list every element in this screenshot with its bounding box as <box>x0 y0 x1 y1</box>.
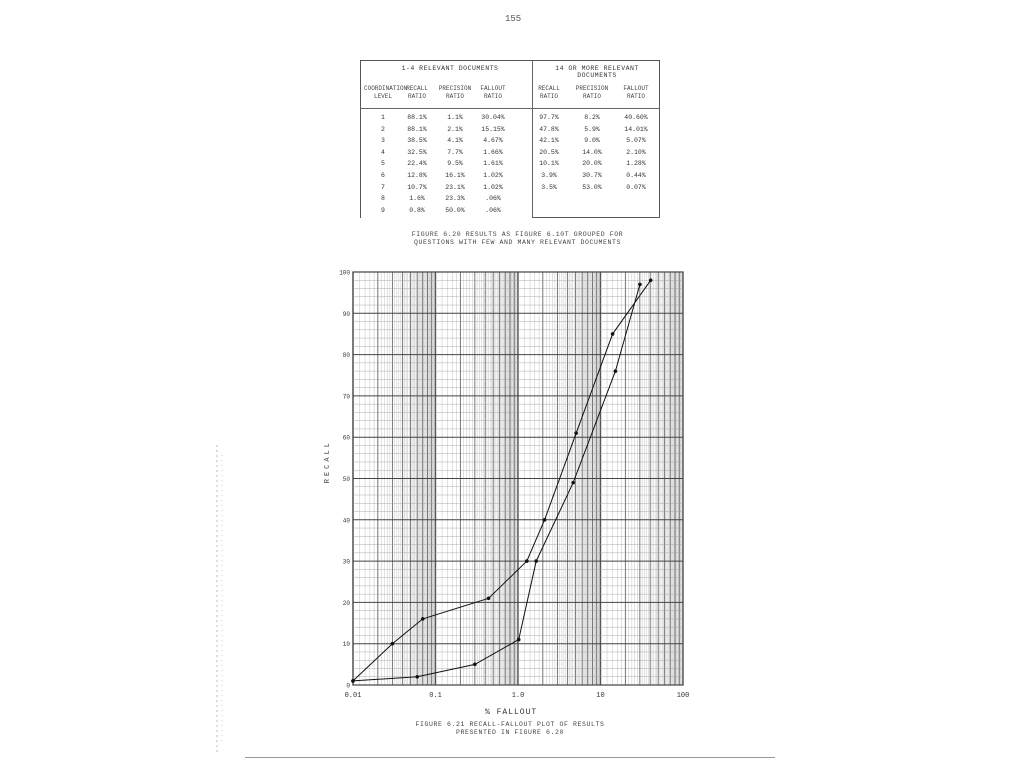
table-row <box>360 137 660 149</box>
table-cell: 0.44% <box>626 172 646 179</box>
scan-margin-noise <box>214 445 228 755</box>
table-cell: 0.07% <box>626 183 646 191</box>
table-cell: 1.61% <box>483 160 503 168</box>
table-cell: 4 <box>381 148 385 156</box>
table-cell: 22.4% <box>407 160 427 168</box>
table-cell: .06% <box>485 206 501 214</box>
table-cell: 6 <box>381 172 385 179</box>
table-cell: 47.8% <box>539 125 559 133</box>
table-cell: 20.0% <box>582 160 602 168</box>
x-axis-label: % FALLOUT <box>485 708 538 717</box>
table-row <box>360 114 660 126</box>
y-tick-label: 0 <box>346 682 350 690</box>
table-cell: 7.7% <box>447 148 463 156</box>
table-cell: 42.1% <box>539 137 559 145</box>
y-axis-label: RECALL <box>324 440 332 484</box>
table-cell: 3 <box>381 137 385 145</box>
x-tick-label: 10 <box>596 692 605 700</box>
data-point <box>473 663 477 667</box>
table-cell: 8 <box>381 195 385 203</box>
table-cell: 88.1% <box>407 114 427 121</box>
y-tick-label: 60 <box>342 434 350 442</box>
table-cell: 3.5% <box>541 183 557 191</box>
data-point <box>611 332 615 336</box>
group-many-relevant: 14 OR MORE RELEVANT DOCUMENTS <box>555 65 639 79</box>
table-cell: 0.8% <box>409 206 425 214</box>
table-cell: 23.3% <box>445 195 465 203</box>
table-cell: 4.1% <box>447 137 463 145</box>
data-point <box>391 642 395 646</box>
column-header: FALLOUT RATIO <box>623 85 649 100</box>
y-tick-label: 10 <box>342 641 350 649</box>
table-cell: 1.66% <box>483 148 503 156</box>
x-tick-label: 0.1 <box>429 692 442 700</box>
data-point <box>525 559 529 563</box>
table-cell: 10.1% <box>539 160 559 168</box>
column-header: FALLOUT RATIO <box>480 85 506 100</box>
data-point <box>517 638 521 642</box>
y-tick-label: 30 <box>342 558 350 566</box>
y-tick-label: 70 <box>342 393 350 401</box>
x-tick-label: 1.0 <box>511 692 525 700</box>
y-tick-label: 100 <box>339 269 350 277</box>
table-cell: 9 <box>381 206 385 214</box>
table-cell: 12.8% <box>407 172 427 179</box>
y-tick-label: 20 <box>342 599 350 607</box>
data-point <box>638 283 642 287</box>
table-cell: 7 <box>381 183 385 191</box>
data-point <box>534 559 538 563</box>
table-cell: 9.0% <box>584 137 600 145</box>
table-cell: .06% <box>485 195 501 203</box>
table-cell: 38.5% <box>407 137 427 145</box>
results-table <box>360 60 660 220</box>
table-cell: 30.04% <box>481 114 505 121</box>
table-cell: 2.1% <box>447 125 463 133</box>
table-cell: 1.28% <box>626 160 646 168</box>
table-cell: 97.7% <box>539 114 559 121</box>
table-cell: 40.60% <box>624 114 648 121</box>
table-row <box>360 149 660 161</box>
table-cell: 1.02% <box>483 172 503 179</box>
data-point <box>649 278 653 282</box>
column-header: PRECISION RATIO <box>438 85 472 100</box>
table-cell: 1.1% <box>447 114 463 121</box>
table-cell: 5 <box>381 160 385 168</box>
table-cell: 30.7% <box>582 172 602 179</box>
column-header: COORDINATION LEVEL <box>364 85 408 100</box>
column-header: RECALL RATIO <box>538 85 560 100</box>
table-cell: 15.15% <box>481 125 505 133</box>
table-caption: FIGURE 6.20 RESULTS AS FIGURE 6.10T GROUPED FOR QUESTIONS WITH FEW AND MANY RELEVANT DOCUMENTS <box>411 231 624 246</box>
column-header: PRECISION RATIO <box>575 85 609 100</box>
table-cell: 1 <box>381 114 385 121</box>
data-point <box>487 596 491 600</box>
data-point <box>543 518 547 522</box>
y-tick-label: 50 <box>342 476 350 483</box>
table-cell: 1.6% <box>409 195 425 203</box>
group-few-relevant: 1-4 RELEVANT DOCUMENTS <box>401 65 499 72</box>
column-header: RECALL RATIO <box>406 85 428 100</box>
table-cell: 3.9% <box>541 172 557 179</box>
table-row <box>360 184 660 196</box>
data-point <box>421 617 425 621</box>
table-cell: 5.07% <box>626 137 646 145</box>
table-cell: 5.9% <box>584 125 600 133</box>
table-cell: 16.1% <box>445 172 465 179</box>
table-cell: 2.10% <box>626 148 646 156</box>
table-row <box>360 160 660 172</box>
table-cell: 20.5% <box>539 148 559 156</box>
table-cell: 32.5% <box>407 148 427 156</box>
page-number: 155 <box>505 14 522 24</box>
table-cell: 2 <box>381 125 385 133</box>
data-point <box>614 369 618 373</box>
table-cell: 23.1% <box>445 183 465 191</box>
y-tick-label: 90 <box>342 310 350 318</box>
table-row <box>360 126 660 138</box>
table-row <box>360 172 660 184</box>
table-cell: 53.0% <box>582 183 602 191</box>
table-row <box>360 195 660 207</box>
table-row <box>360 207 660 219</box>
table-cell: 8.2% <box>584 114 600 121</box>
data-point <box>571 481 575 485</box>
table-cell: 14.01% <box>624 125 648 133</box>
table-cell: 1.02% <box>483 183 503 191</box>
x-tick-label: 0.01 <box>344 692 362 700</box>
data-point <box>351 679 355 683</box>
y-tick-label: 40 <box>342 517 350 525</box>
table-cell: 10.7% <box>407 183 427 191</box>
table-cell: 50.0% <box>445 206 465 214</box>
figure-caption: FIGURE 6.21 RECALL-FALLOUT PLOT OF RESULTS PRESENTED IN FIGURE 6.20 <box>415 721 605 736</box>
table-cell: 4.67% <box>483 137 503 145</box>
x-tick-label: 100 <box>676 692 690 700</box>
table-cell: 9.5% <box>447 160 463 168</box>
scan-bottom-rule <box>245 757 775 758</box>
recall-fallout-chart <box>335 262 695 712</box>
table-cell: 14.0% <box>582 148 602 156</box>
data-point <box>415 675 419 679</box>
data-point <box>574 431 578 435</box>
y-tick-label: 80 <box>342 352 350 360</box>
table-cell: 88.1% <box>407 125 427 133</box>
